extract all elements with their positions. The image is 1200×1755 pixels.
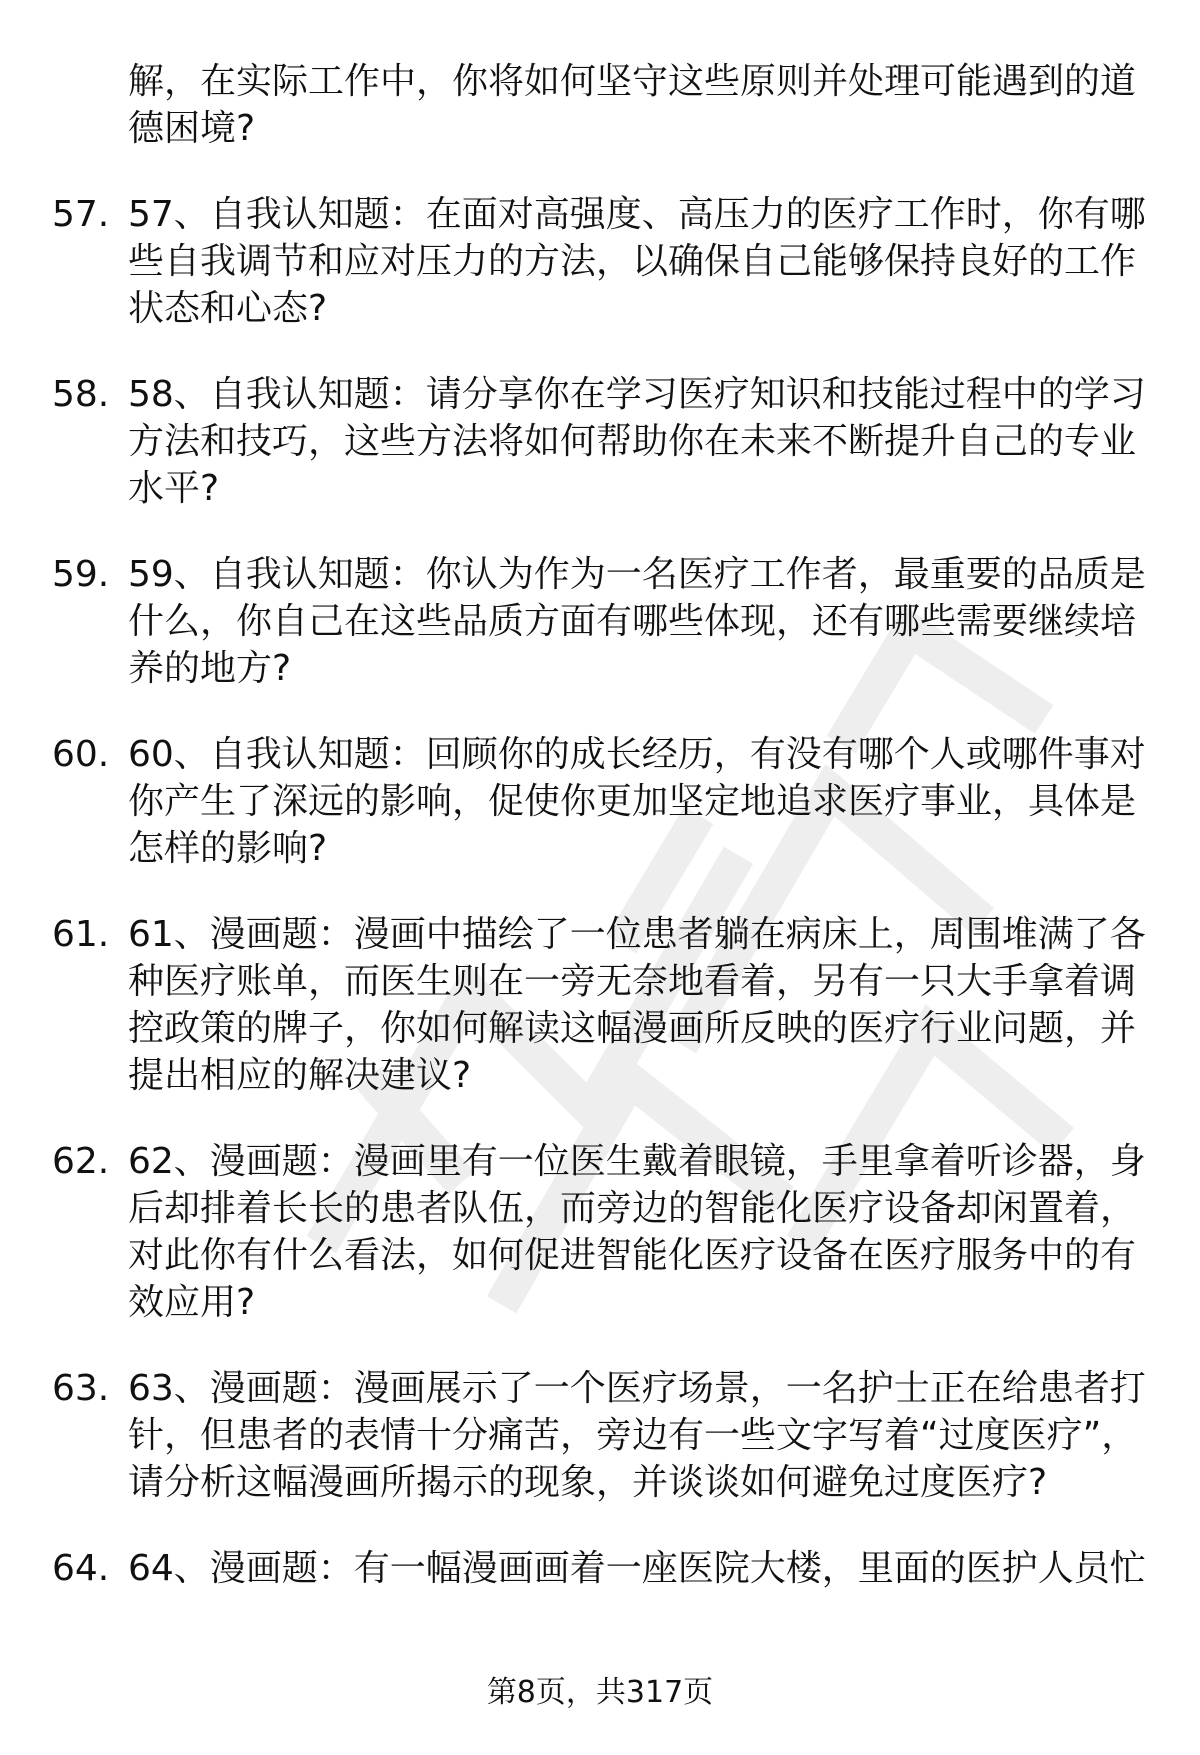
list-item — [0, 551, 1200, 692]
page-footer: 第8页，共317页 — [486, 1675, 714, 1710]
item-number: 61. — [52, 914, 110, 955]
item-text: 60、自我认知题：回顾你的成长经历，有没有哪个人或哪件事对你产生了深远的影响，促使你更加坚定地追求医疗事业，具体是怎样的影响? — [128, 734, 1146, 869]
list-item — [0, 371, 1200, 512]
item-text: 63、漫画题：漫画展示了一个医疗场景，一名护士正在给患者打针，但患者的表情十分痛苦，旁边有一些文字写着“过度医疗”，请分析这幅漫画所揭示的现象，并谈谈如何避免过度医疗? — [128, 1368, 1146, 1503]
list-item — [0, 191, 1200, 332]
item-text: 61、漫画题：漫画中描绘了一位患者躺在病床上，周围堆满了各种医疗账单，而医生则在一旁无奈地看着，另有一只大手拿着调控政策的牌子，你如何解读这幅漫画所反映的医疗行业问题，并提出相应的解决建议? — [128, 914, 1146, 1096]
item-text: 57、自我认知题：在面对高强度、高压力的医疗工作时，你有哪些自我调节和应对压力的方法，以确保自己能够保持良好的工作状态和心态? — [128, 194, 1146, 329]
item-text: 58、自我认知题：请分享你在学习医疗知识和技能过程中的学习方法和技巧，这些方法将如何帮助你在未来不断提升自己的专业水平? — [128, 374, 1146, 509]
item-text: 62、漫画题：漫画里有一位医生戴着眼镜，手里拿着听诊器，身后却排着长长的患者队伍，而旁边的智能化医疗设备却闲置着，对此你有什么看法，如何促进智能化医疗设备在医疗服务中的有效应用? — [128, 1141, 1146, 1323]
item-number: 63. — [52, 1368, 110, 1409]
item-text: 59、自我认知题：你认为作为一名医疗工作者，最重要的品质是什么，你自己在这些品质方面有哪些体现，还有哪些需要继续培养的地方? — [128, 554, 1146, 689]
item-number: 62. — [52, 1141, 110, 1182]
item-number: 64. — [52, 1548, 110, 1589]
list-item — [0, 1545, 1200, 1592]
list-item — [0, 58, 1200, 152]
list-item — [0, 911, 1200, 1099]
item-number: 59. — [52, 554, 110, 595]
list-item — [0, 731, 1200, 872]
item-number: 57. — [52, 194, 110, 235]
item-number: 60. — [52, 734, 110, 775]
list-item — [0, 1365, 1200, 1506]
question-list — [0, 58, 1200, 1631]
item-text: 64、漫画题：有一幅漫画画着一座医院大楼，里面的医护人员忙 — [128, 1548, 1146, 1589]
list-item — [0, 1138, 1200, 1326]
item-number: 58. — [52, 374, 110, 415]
item-text: 解，在实际工作中，你将如何坚守这些原则并处理可能遇到的道德困境? — [128, 61, 1137, 149]
